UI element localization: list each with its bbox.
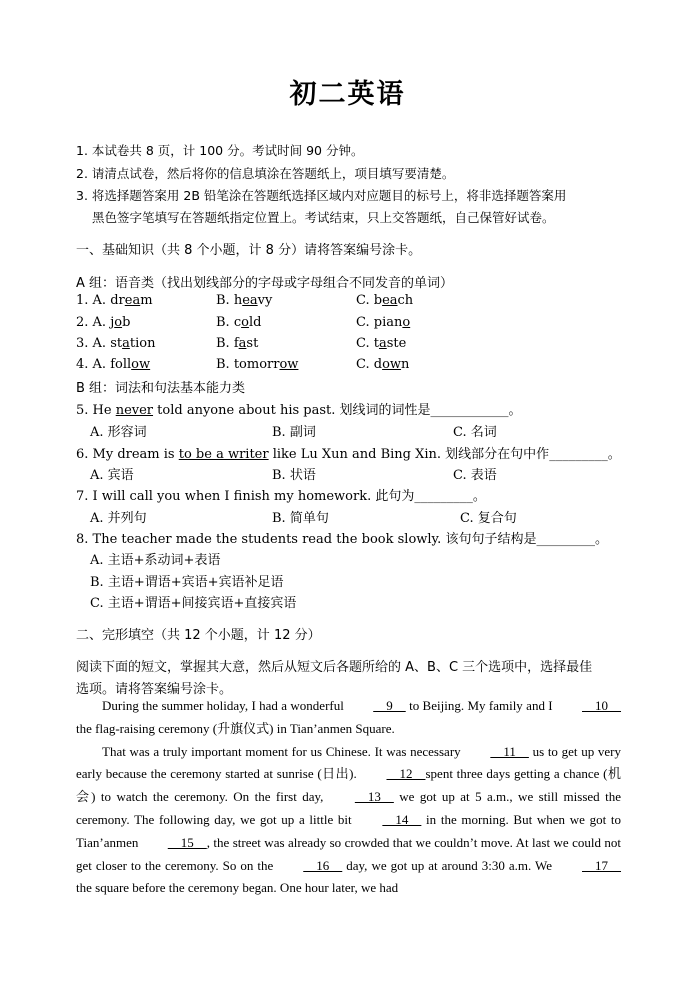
cloze-text: , the street was already so crowded that we couldn’t move. At last we could not get closer to the ceremony. So on the bbox=[76, 834, 621, 873]
cloze-text: spent three days getting a chance (机会) to watch the ceremony. On the first day, bbox=[76, 766, 621, 805]
question-8: 8. The teacher made the students read the book slowly. 该句句子结构是_________。 bbox=[76, 532, 608, 547]
section-2-intro-line-2: 选项。请将答案编号涂卡。 bbox=[76, 682, 233, 697]
phonics-q1-option-a: 1. A. dream bbox=[76, 293, 153, 308]
cloze-blank[interactable]: 10 bbox=[582, 698, 622, 713]
q8-option-c: C. 主语+谓语+间接宾语+直接宾语 bbox=[90, 596, 297, 611]
notice-line-1: 1. 本试卷共 8 页，计 100 分。考试时间 90 分钟。 bbox=[76, 143, 364, 158]
phonics-q2-option-a: 2. A. job bbox=[76, 315, 131, 330]
question-5: 5. He never told anyone about his past. 划线词的词性是____________。 bbox=[76, 403, 522, 418]
q8-option-a: A. 主语+系动词+表语 bbox=[90, 553, 221, 568]
phonics-q4-option-a: 4. A. follow bbox=[76, 357, 151, 372]
cloze-paragraph-1 bbox=[76, 695, 621, 741]
cloze-blank[interactable]: 12 bbox=[386, 766, 426, 782]
cloze-blank[interactable]: 11 bbox=[490, 743, 529, 759]
cloze-text: us to get up very early because the ceremony started at sunrise (日出). bbox=[76, 743, 621, 782]
phonics-q3-option-a: 3. A. station bbox=[76, 336, 156, 351]
phonics-q1-option-c: C. beach bbox=[356, 293, 414, 308]
phonics-q2-option-b: B. cold bbox=[216, 315, 262, 330]
q5-option-b: B. 副词 bbox=[272, 425, 316, 440]
phonics-q2-option-c: C. piano bbox=[356, 315, 411, 330]
cloze-text: day, we got up at around 3:30 a.m. We bbox=[342, 857, 557, 873]
cloze-blank[interactable]: 16 bbox=[303, 857, 343, 873]
page-title: 初二英语 bbox=[289, 79, 406, 110]
cloze-text: During the summer holiday, I had a wonderful bbox=[102, 698, 348, 713]
cloze-blank[interactable]: 17 bbox=[582, 857, 622, 873]
q7-option-b: B. 简单句 bbox=[272, 511, 329, 526]
phonics-q4-option-c: C. down bbox=[356, 357, 410, 372]
q7-option-c: C. 复合句 bbox=[460, 511, 517, 526]
phonics-q4-option-b: B. tomorrow bbox=[216, 357, 299, 372]
q6-option-b: B. 状语 bbox=[272, 468, 316, 483]
cloze-blank[interactable]: 14 bbox=[382, 811, 422, 827]
q5-option-c: C. 名词 bbox=[453, 425, 497, 440]
question-6: 6. My dream is to be a writer like Lu Xun and Bing Xin. 划线部分在句中作_________。 bbox=[76, 447, 621, 462]
cloze-text: That was a truly important moment for us Chinese. It was necessary bbox=[102, 743, 465, 759]
group-a-heading: A 组：语音类（找出划线部分的字母或字母组合不同发音的单词） bbox=[76, 276, 454, 291]
notice-line-4: 黑色签字笔填写在答题纸指定位置上。考试结束，只上交答题纸，自己保管好试卷。 bbox=[92, 210, 555, 225]
cloze-text: to Beijing. My family and I bbox=[405, 698, 557, 713]
cloze-blank[interactable]: 13 bbox=[354, 789, 394, 805]
notice-line-3: 3. 将选择题答案用 2B 铅笔涂在答题纸选择区域内对应题目的标号上，将非选择题答案用 bbox=[76, 188, 567, 203]
cloze-passage bbox=[76, 695, 621, 900]
cloze-blank[interactable]: 9 bbox=[373, 698, 406, 713]
group-b-heading: B 组：词法和句法基本能力类 bbox=[76, 381, 246, 396]
q8-option-b: B. 主语+谓语+宾语+宾语补足语 bbox=[90, 575, 284, 590]
cloze-text: the flag-raising ceremony (升旗仪式) in Tian’anmen Square. bbox=[76, 720, 395, 736]
q6-option-c: C. 表语 bbox=[453, 468, 497, 483]
cloze-blank[interactable]: 15 bbox=[167, 834, 207, 850]
cloze-text: we got up at 5 a.m., we still missed the ceremony. The following day, we got up a little bit bbox=[76, 789, 621, 827]
section-2-intro-line-1: 阅读下面的短文，掌握其大意，然后从短文后各题所给的 A、B、C 三个选项中，选择最佳 bbox=[76, 660, 593, 675]
cloze-paragraph-2 bbox=[76, 741, 621, 901]
notice-line-2: 2. 请清点试卷，然后将你的信息填涂在答题纸上，项目填写要清楚。 bbox=[76, 166, 455, 181]
section-2-heading: 二、完形填空（共 12 个小题，计 12 分） bbox=[76, 628, 321, 643]
section-1-heading: 一、基础知识（共 8 个小题，计 8 分）请将答案编号涂卡。 bbox=[76, 243, 422, 258]
cloze-text: the square before the ceremony began. One hour later, we had bbox=[76, 880, 399, 896]
q6-option-a: A. 宾语 bbox=[90, 468, 134, 483]
cloze-text: in the morning. But when we got to Tian’anmen bbox=[76, 811, 621, 850]
phonics-q1-option-b: B. heavy bbox=[216, 293, 273, 308]
q5-option-a: A. 形容词 bbox=[90, 425, 147, 440]
phonics-q3-option-c: C. taste bbox=[356, 336, 407, 351]
question-7: 7. I will call you when I finish my homework. 此句为_________。 bbox=[76, 489, 486, 504]
phonics-q3-option-b: B. fast bbox=[216, 336, 259, 351]
q7-option-a: A. 并列句 bbox=[90, 511, 147, 526]
